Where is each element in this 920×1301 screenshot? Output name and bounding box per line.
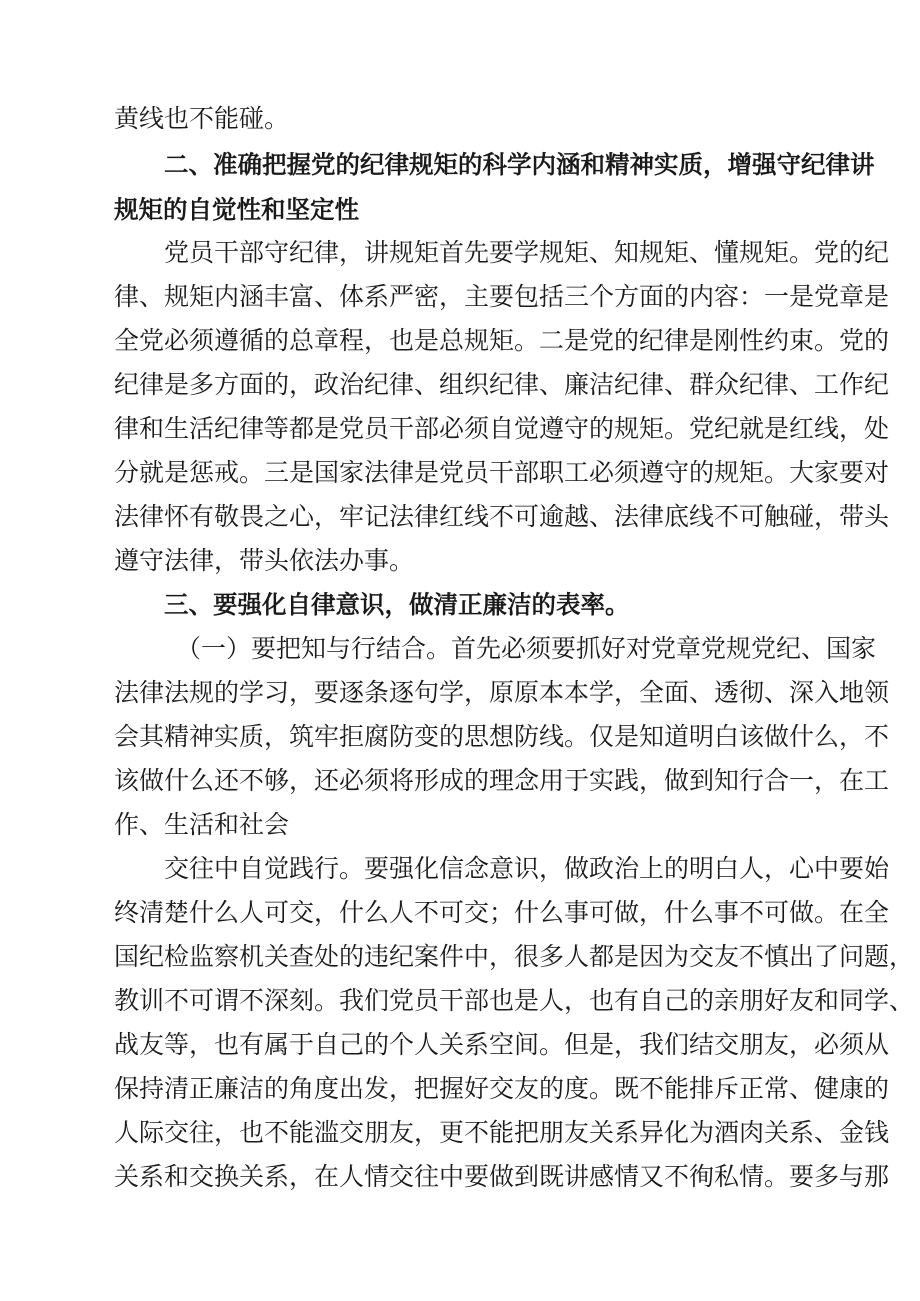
paragraph-line: 律、规矩内涵丰富、体系严密，主要包括三个方面的内容：一是党章是 (114, 282, 890, 311)
paragraph-line: 法律怀有敬畏之心，牢记法律红线不可逾越、法律底线不可触碰，带头 (114, 502, 890, 531)
paragraph-line: 会其精神实质，筑牢拒腐防变的思想防线。仅是知道明白该做什么，不 (114, 722, 890, 751)
section-heading-2: 二、准确把握党的纪律规矩的科学内涵和精神实质，增强守纪律讲 (164, 150, 875, 179)
subsection-line: （一）要把知与行结合。首先必须要抓好对党章党规党纪、国家 (176, 634, 877, 663)
paragraph-line: 教训不可谓不深刻。我们党员干部也是人，也有自己的亲朋好友和同学、 (114, 986, 915, 1015)
paragraph-line: 党员干部守纪律，讲规矩首先要学规矩、知规矩、懂规矩。党的纪 (164, 238, 890, 267)
paragraph-line: 律和生活纪律等都是党员干部必须自觉遵守的规矩。党纪就是红线，处 (114, 414, 890, 443)
paragraph-line: 纪律是多方面的，政治纪律、组织纪律、廉洁纪律、群众纪律、工作纪 (114, 370, 890, 399)
paragraph-line: 作、生活和社会 (114, 810, 290, 839)
paragraph-line: 交往中自觉践行。要强化信念意识，做政治上的明白人，心中要始 (164, 854, 890, 883)
paragraph-line: 分就是惩戒。三是国家法律是党员干部职工必须遵守的规矩。大家要对 (114, 458, 890, 487)
paragraph-line: 该做什么还不够，还必须将形成的理念用于实践，做到知行合一，在工 (114, 766, 890, 795)
paragraph-line: 国纪检监察机关查处的违纪案件中，很多人都是因为交友不慎出了问题， (114, 942, 915, 971)
paragraph-line: 保持清正廉洁的角度出发，把握好交友的度。既不能排斥正常、健康的 (114, 1074, 890, 1103)
paragraph-line: 人际交往，也不能滥交朋友，更不能把朋友关系异化为酒肉关系、金钱 (114, 1118, 890, 1147)
paragraph-line: 终清楚什么人可交，什么人不可交；什么事可做，什么事不可做。在全 (114, 898, 890, 927)
section-heading-3: 三、要强化自律意识，做清正廉洁的表率。 (164, 590, 630, 619)
paragraph-line: 遵守法律，带头依法办事。 (114, 546, 415, 575)
text-line: 黄线也不能碰。 (114, 104, 290, 133)
paragraph-line: 关系和交换关系，在人情交往中要做到既讲感情又不徇私情。要多与那 (114, 1162, 890, 1191)
section-heading-2-continued: 规矩的自觉性和坚定性 (114, 195, 359, 224)
paragraph-line: 全党必须遵循的总章程，也是总规矩。二是党的纪律是刚性约束。党的 (114, 326, 890, 355)
paragraph-line: 战友等，也有属于自己的个人关系空间。但是，我们结交朋友，必须从 (114, 1030, 890, 1059)
paragraph-line: 法律法规的学习，要逐条逐句学，原原本本学，全面、透彻、深入地领 (114, 678, 890, 707)
